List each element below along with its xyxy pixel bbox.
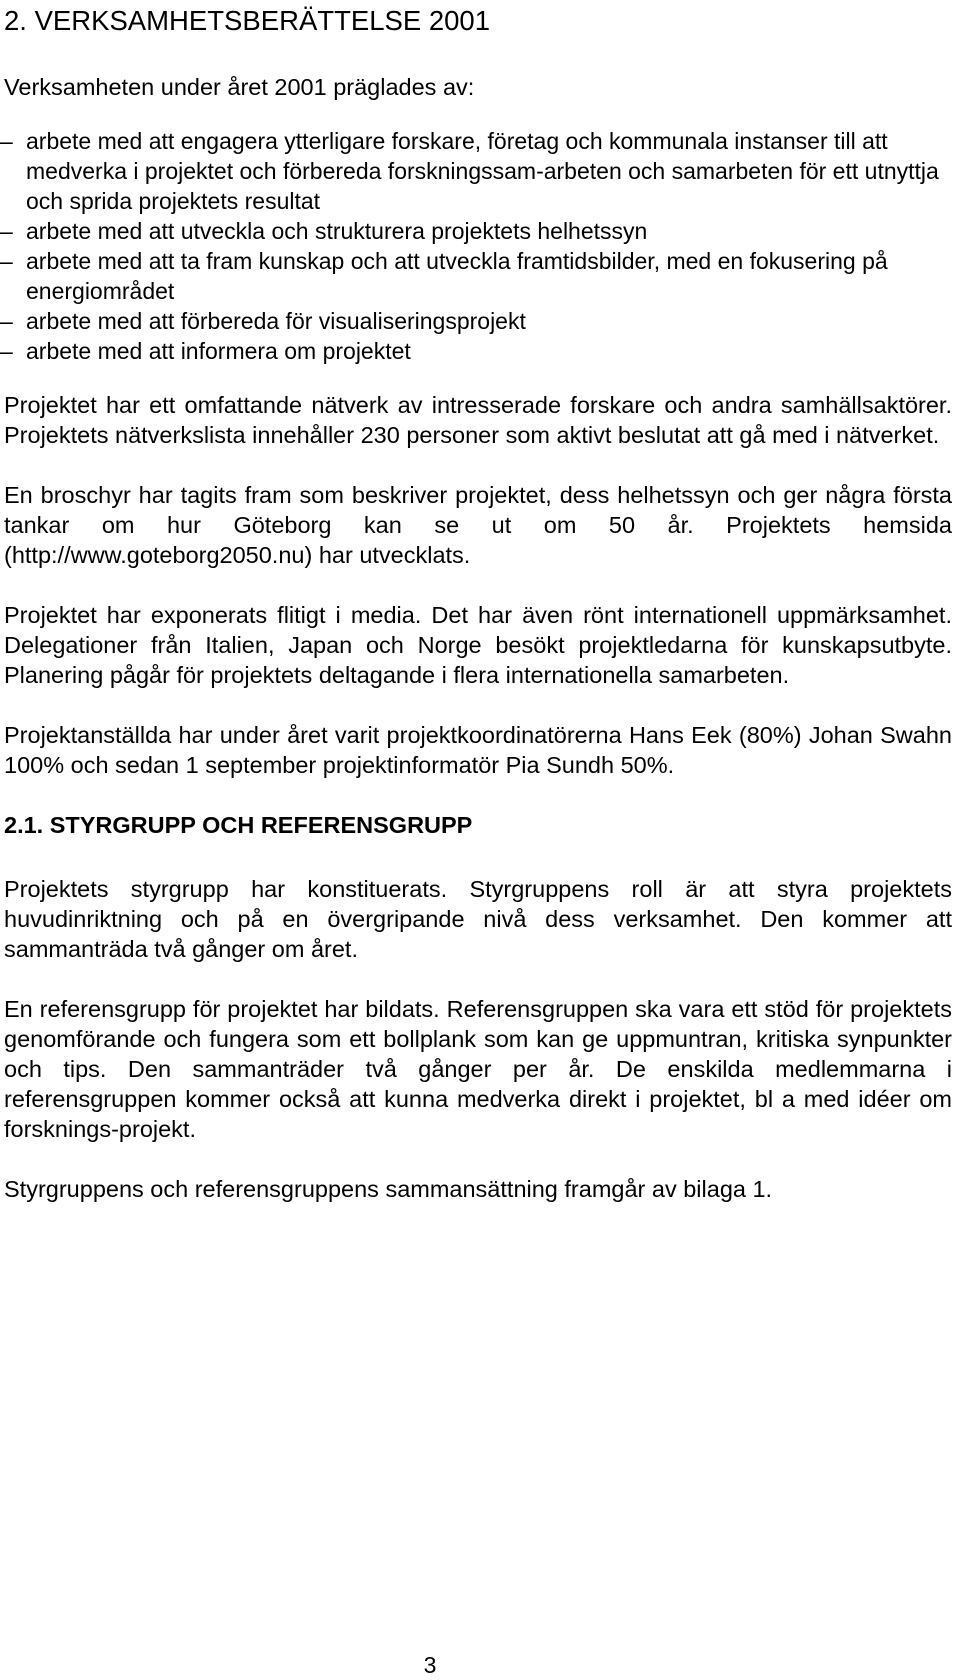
dash-marker: – <box>0 248 13 274</box>
list-item-text: arbete med att ta fram kunskap och att utveckla framtidsbilder, med en fokusering på energiområdet <box>26 248 888 304</box>
dash-marker: – <box>0 338 13 364</box>
network-paragraph: Projektet har ett omfattande nätverk av intresserade forskare och andra samhällsaktörer. Projektets nätverkslista innehåller 230 personer som aktivt beslutat att gå med i nätverket. <box>4 392 952 448</box>
dash-marker: – <box>0 128 13 154</box>
subsection-heading: 2.1. STYRGRUPP OCH REFERENSGRUPP <box>4 812 473 838</box>
dash-marker: – <box>0 218 13 244</box>
list-item-text: arbete med att utveckla och strukturera projektets helhetssyn <box>26 218 648 244</box>
list-item <box>0 216 952 246</box>
list-item-text: arbete med att engagera ytterligare forskare, företag och kommunala instanser till att medverka i projektet och förbereda forskningssam-arbeten och samarbeten för ett utnyttja och sprida projektets resultat <box>26 128 939 214</box>
media-paragraph: Projektet har exponerats flitigt i media. Det har även rönt internationell uppmärksamhet. Delegationer från Italien, Japan och Norge besökt projektledarna för kunskapsutbyte. Planering pågår för projektets deltagande i flera internationella samarbeten. <box>4 602 952 688</box>
steering-group-paragraph: Projektets styrgrupp har konstituerats. Styrgruppens roll är att styra projektets huvudinriktning och på en övergripande nivå dess verksamhet. Den kommer att sammanträda två gånger om året. <box>4 876 952 962</box>
brochure-paragraph: En broschyr har tagits fram som beskriver projektet, dess helhetssyn och ger några första tankar om hur Göteborg kan se ut om 50 år. Projektets hemsida (http://www.goteborg2050.nu) har utvecklats. <box>4 482 952 568</box>
list-item <box>0 336 952 366</box>
intro-text: Verksamheten under året 2001 präglades av: <box>4 74 475 100</box>
list-item-text: arbete med att informera om projektet <box>26 338 411 364</box>
dash-marker: – <box>0 308 13 334</box>
list-item <box>0 126 952 216</box>
section-heading: 2. VERKSAMHETSBERÄTTELSE 2001 <box>4 5 491 36</box>
reference-group-paragraph: En referensgrupp för projektet har bildats. Referensgruppen ska vara ett stöd för projektets genomförande och fungera som ett bollplank som kan ge uppmuntran, kritiska synpunkter och tips. Den sammanträder två gånger per år. De enskilda medlemmarna i referensgruppen kommer också att kunna medverka direkt i projektet, bl a med idéer om forsknings-projekt. <box>4 996 952 1142</box>
activity-list <box>0 126 952 366</box>
page-number: 3 <box>423 1652 437 1678</box>
list-item-text: arbete med att förbereda för visualiseringsprojekt <box>26 308 526 334</box>
composition-paragraph: Styrgruppens och referensgruppens sammansättning framgår av bilaga 1. <box>4 1176 773 1202</box>
list-item <box>0 246 952 306</box>
list-item <box>0 306 952 336</box>
staff-paragraph: Projektanställda har under året varit projektkoordinatörerna Hans Eek (80%) Johan Swahn 100% och sedan 1 september projektinformatör Pia Sundh 50%. <box>4 722 952 778</box>
